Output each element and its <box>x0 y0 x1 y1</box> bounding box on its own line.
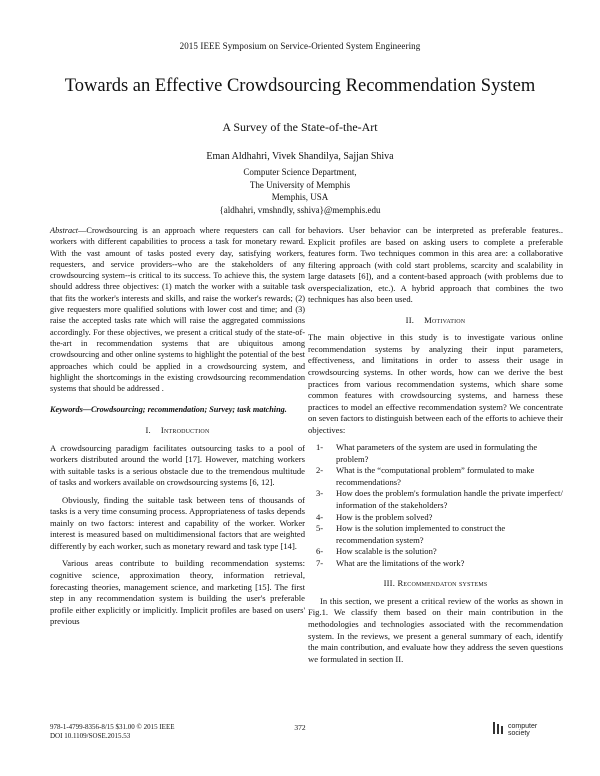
list-item <box>308 488 563 511</box>
affiliation-line: Computer Science Department, <box>243 167 357 177</box>
list-item <box>308 465 563 488</box>
authors: Eman Aldhahri, Vivek Shandilya, Sajjan Shiva <box>206 151 394 162</box>
list-item <box>308 442 563 465</box>
left-column <box>50 225 305 634</box>
doi-line: DOI 10.1109/SOSE.2015.53 <box>50 732 131 740</box>
intro-paragraph-continued: behaviors. User behavior can be interpreted as preferable features.. Explicit profiles are based on asking users to complete a preferable features form. Two techniques common in this area are: a collaborative filtering approach (with cold start problems, scarcity and scalability in large datasets [6]), and a content-based approach (with problems due to overspecialization, etc.). A hybrid approach that combines the two techniques has also been used. <box>308 225 563 305</box>
list-text: How scalable is the solution? <box>336 546 437 557</box>
list-number: 7- <box>316 557 324 568</box>
list-text: What is the “computational problem” formulated to make recommendations? <box>336 465 535 487</box>
affiliation <box>0 166 600 216</box>
logo-text-line1: computer <box>508 723 538 730</box>
motivation-paragraph: The main objective in this study is to investigate various online recommendation systems by analyzing their input parameters, effectiveness, and limitations in order to assess their usage in crowdsourcing systems. In other words, how can we derive the best practices from various recommendation systems, which share some common features with crowdsourcing systems, and harness these practices to model an effective recommendation system? We concentrate on seven factors to distinguish between each of the efforts to achieve their objectives: <box>308 332 563 435</box>
abstract-text: Crowdsourcing is an approach where requesters can call for workers with different capabilities to process a task for monetary reward. With the vast amount of tasks posted every day, satisfying workers, requesters, and service providers--who are the stakeholders of any crowdsourcing system--is critical to its success. To achieve this, the system should address three objectives: (1) match the worker with a suitable task that fits the worker's interests and skills, and raise the worker's rewards; (2) give requesters more qualified solutions with lower cost and time; and (3) raise the accepted tasks rate which will raise the aggregated commissions accordingly. For these objectives, we present a critical study of the state-of-the-art in recommendation systems that are ubiquitous among crowdsourcing and other online systems to highlight the potential of the best approaches which could be applied in a crowdsourcing system, and highlight the shortcomings in the existing crowdsourcing recommendation systems that should be addressed . <box>50 226 305 394</box>
list-number: 1- <box>316 442 324 453</box>
list-number: 4- <box>316 511 324 522</box>
computer-society-logo <box>492 717 552 741</box>
research-questions-list <box>308 442 563 569</box>
logo-text-line2: society <box>508 730 530 737</box>
list-item <box>308 558 563 570</box>
abstract-dash: — <box>78 226 87 235</box>
list-item <box>308 523 563 546</box>
intro-paragraph: A crowdsourcing paradigm facilitates outsourcing tasks to a pool of workers distributed around the world [17]. However, matching workers with suitable tasks is a serious obstacle due to the tremendous multitude of tasks and workers available on crowdsourcing systems [6, 12]. <box>50 442 305 488</box>
isbn-line: 978-1-4799-8356-8/15 $31.00 © 2015 IEEE <box>50 723 175 731</box>
intro-paragraph: Obviously, finding the suitable task between tens of thousands of tasks is a very time consuming process. Appropriateness of tasks depends mainly on two factors: interest and capability of the worker. Worker interest is measured based on multidimensional factors that are weighted differently by each worker, such as monetary reward and task type [14]. <box>50 494 305 551</box>
list-item <box>308 546 563 558</box>
section-title: Motivation <box>424 314 466 325</box>
affiliation-line: Memphis, USA <box>271 192 329 203</box>
list-item <box>308 512 563 524</box>
affiliation-line: The University of Memphis <box>249 179 351 190</box>
section-heading-recommendation-systems: III. Recommendaton systems <box>383 578 488 589</box>
right-column <box>308 225 563 671</box>
list-text: How does the problem's formulation handle the private imperfect/ information of the stakeholders? <box>336 488 563 511</box>
ieee-computer-society-logo-icon <box>492 721 506 735</box>
author-emails: {aldhahri, vmshndly, sshiva}@memphis.edu <box>219 204 381 215</box>
logo-text <box>508 723 537 737</box>
section-title: Introduction <box>160 425 210 435</box>
section-number: II. <box>405 314 415 325</box>
keywords-label: Keywords— <box>50 405 91 415</box>
list-text: What parameters of the system are used in formulating the problem? <box>336 442 538 464</box>
intro-paragraph: Various areas contribute to building recommendation systems: cognitive science, approximation theory, information retrieval, forecasting theories, management science, and marketing [15]. The first step in any recommendation system is building the user's preferable profile either explicitly or implicitly. Implicit profiles are based on users' previous <box>50 558 305 627</box>
list-text: What are the limitations of the work? <box>336 557 465 568</box>
keywords <box>50 404 305 416</box>
paper-subtitle: A Survey of the State-of-the-Art <box>222 120 378 134</box>
keywords-text: Crowdsourcing; recommendation; Survey; task matching. <box>90 405 287 415</box>
abstract-label: Abstract <box>50 226 79 235</box>
list-number: 2- <box>316 465 324 476</box>
list-text: How is the solution implemented to construct the recommendation system? <box>336 523 506 545</box>
page-number: 372 <box>294 723 306 732</box>
section-heading-introduction <box>50 425 305 437</box>
list-number: 6- <box>316 546 324 557</box>
section-number: I. <box>145 425 151 435</box>
list-number: 3- <box>316 488 324 499</box>
paper-title: Towards an Effective Crowdsourcing Recommendation System <box>64 76 536 96</box>
recsys-paragraph: In this section, we present a critical review of the works as shown in Fig.1. We classify them based on their main contribution in the methodologies and technologies associated with the recommendation system. In the reviews, we present a general summary of each, identify the main contribution, and evaluate how they address the seven questions we formulated in section II. <box>308 595 563 664</box>
section-heading-motivation <box>308 315 563 327</box>
abstract <box>50 225 305 394</box>
conference-header: 2015 IEEE Symposium on Service-Oriented System Engineering <box>179 41 421 51</box>
list-text: How is the problem solved? <box>336 511 433 522</box>
list-number: 5- <box>316 523 324 534</box>
